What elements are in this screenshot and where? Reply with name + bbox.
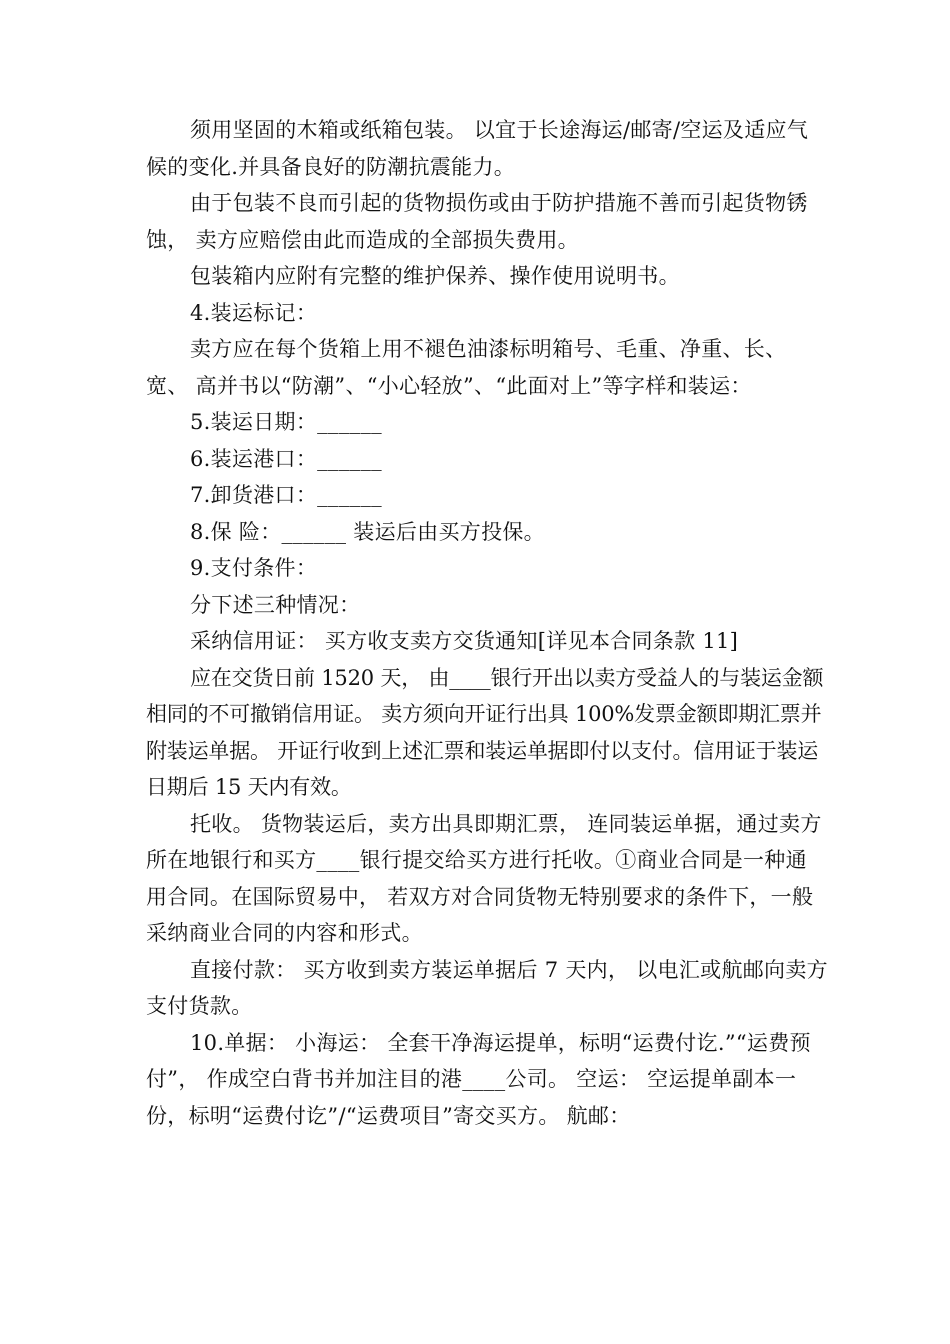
heading-payment-terms: 9.支付条件： — [190, 556, 318, 580]
heading-shipping-marks: 4.装运标记： — [190, 300, 318, 325]
paragraph-manual: 包装箱内应附有完整的维护保养、操作使用说明书。 — [190, 264, 680, 288]
paragraph-collection: 托收。 货物装运后，卖方出具即期汇票， 连同装运单据，通过卖方所在地银行和买方____银行提交给买方进行托收。①商业合同是一种通用合同。在国际贸易中， 若双方对合同货物无特别要求的条件下，一般采纳商业合同的内容和形式。 — [146, 811, 822, 945]
field-insurance: 8.保 险：______ 装运后由买方投保。 — [190, 519, 545, 544]
field-shipping-date: 5.装运日期：______ — [190, 410, 382, 434]
paragraph-documents: 10.单据： 小海运： 全套干净海运提单，标明“运费付讫.”“运费预付”， 作成空白背书并加注目的港____公司。 空运： 空运提单副本一份，标明“运费付讫”/“运费项目”寄交买方。 航邮： — [146, 1030, 811, 1128]
paragraph-letter-of-credit: 采纳信用证： 买方收支卖方交货通知[详见本合同条款 11] — [190, 629, 739, 653]
paragraph-packaging-damage: 由于包装不良而引起的货物损伤或由于防护措施不善而引起货物锈蚀， 卖方应赔偿由此而造成的全部损失费用。 — [146, 191, 808, 252]
paragraph-direct-payment: 直接付款： 买方收到卖方装运单据后 7 天内， 以电汇或航邮向卖方支付货款。 — [146, 957, 828, 1018]
document-body — [146, 112, 828, 1134]
field-port-of-loading: 6.装运港口：______ — [190, 446, 382, 471]
field-port-of-discharge: 7.卸货港口：______ — [190, 483, 382, 507]
paragraph-packaging: 须用坚固的木箱或纸箱包装。 以宜于长途海运/邮寄/空运及适应气候的变化.并具备良好的防潮抗震能力。 — [146, 118, 809, 179]
paragraph-lc-details: 应在交货日前 1520 天， 由____银行开出以卖方受益人的与装运金额相同的不可撤销信用证。 卖方须向开证行出具 100%发票金额即期汇票并附装运单据。 开证行收到上述汇票和装运单据即付以支付。信用证于装运日期后 15 天内有效。 — [146, 665, 824, 799]
paragraph-shipping-marks: 卖方应在每个货箱上用不褪色油漆标明箱号、毛重、净重、长、宽、 高并书以“防潮”、“小心轻放”、“此面对上”等字样和装运： — [146, 337, 787, 398]
paragraph-three-cases: 分下述三种情况： — [190, 592, 361, 617]
